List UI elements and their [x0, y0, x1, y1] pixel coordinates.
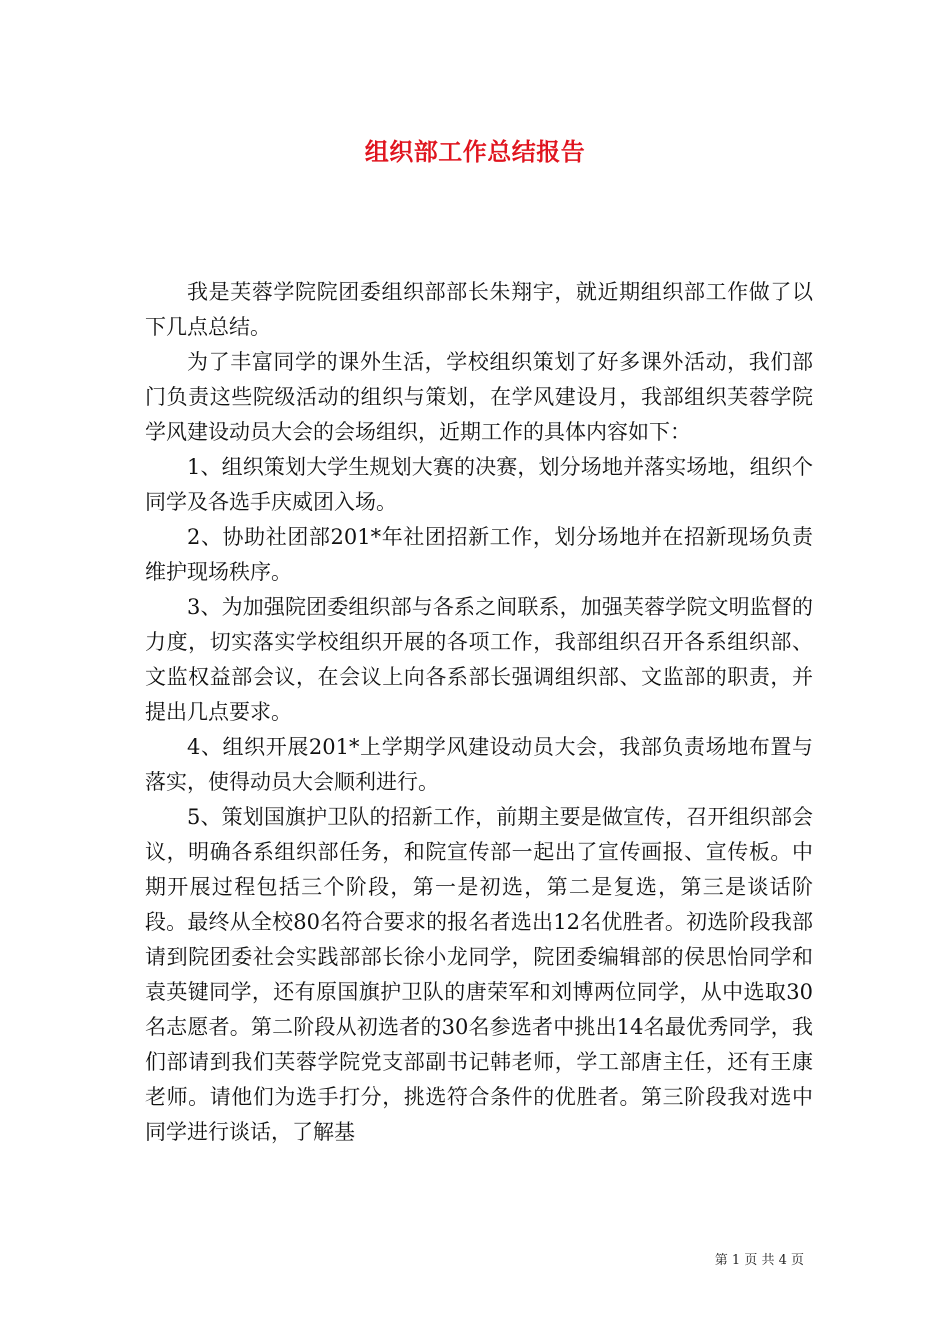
paragraph-item-2: 2、协助社团部201*年社团招新工作，划分场地并在招新现场负责维护现场秩序。: [145, 525, 813, 584]
paragraph-item-4: 4、组织开展201*上学期学风建设动员大会，我部负责场地布置与落实，使得动员大会顺利进行。: [145, 735, 813, 794]
paragraph-item-3: 3、为加强院团委组织部与各系之间联系，加强芙蓉学院文明监督的力度，切实落实学校组织开展的各项工作，我部组织召开各系组织部、文监权益部会议，在会议上向各系部长强调组织部、文监部的职责，并提出几点要求。: [145, 595, 813, 724]
document-body: [145, 275, 813, 1150]
document-title: 组织部工作总结报告: [364, 137, 586, 166]
page-number-footer: 第 1 页 共 4 页: [714, 1253, 804, 1268]
paragraph-overview: 为了丰富同学的课外生活，学校组织策划了好多课外活动，我们部门负责这些院级活动的组织与策划，在学风建设月，我部组织芙蓉学院学风建设动员大会的会场组织，近期工作的具体内容如下：: [145, 350, 813, 444]
paragraph-intro: 我是芙蓉学院院团委组织部部长朱翔宇，就近期组织部工作做了以下几点总结。: [145, 280, 813, 339]
paragraph-item-1: 1、组织策划大学生规划大赛的决赛，划分场地并落实场地，组织个同学及各选手庆威团入场。: [145, 455, 813, 514]
paragraph-item-5: 5、策划国旗护卫队的招新工作，前期主要是做宣传，召开组织部会议，明确各系组织部任务，和院宣传部一起出了宣传画报、宣传板。中期开展过程包括三个阶段，第一是初选，第二是复选，第三是谈话阶段。最终从全校80名符合要求的报名者选出12名优胜者。初选阶段我部请到院团委社会实践部部长徐小龙同学，院团委编辑部的侯思怡同学和袁英键同学，还有原国旗护卫队的唐荣军和刘博两位同学，从中选取30名志愿者。第二阶段从初选者的30名参选者中挑出14名最优秀同学，我们部请到我们芙蓉学院党支部副书记韩老师，学工部唐主任，还有王康老师。请他们为选手打分，挑选符合条件的优胜者。第三阶段我对选中同学进行谈话，了解基: [145, 805, 813, 1144]
